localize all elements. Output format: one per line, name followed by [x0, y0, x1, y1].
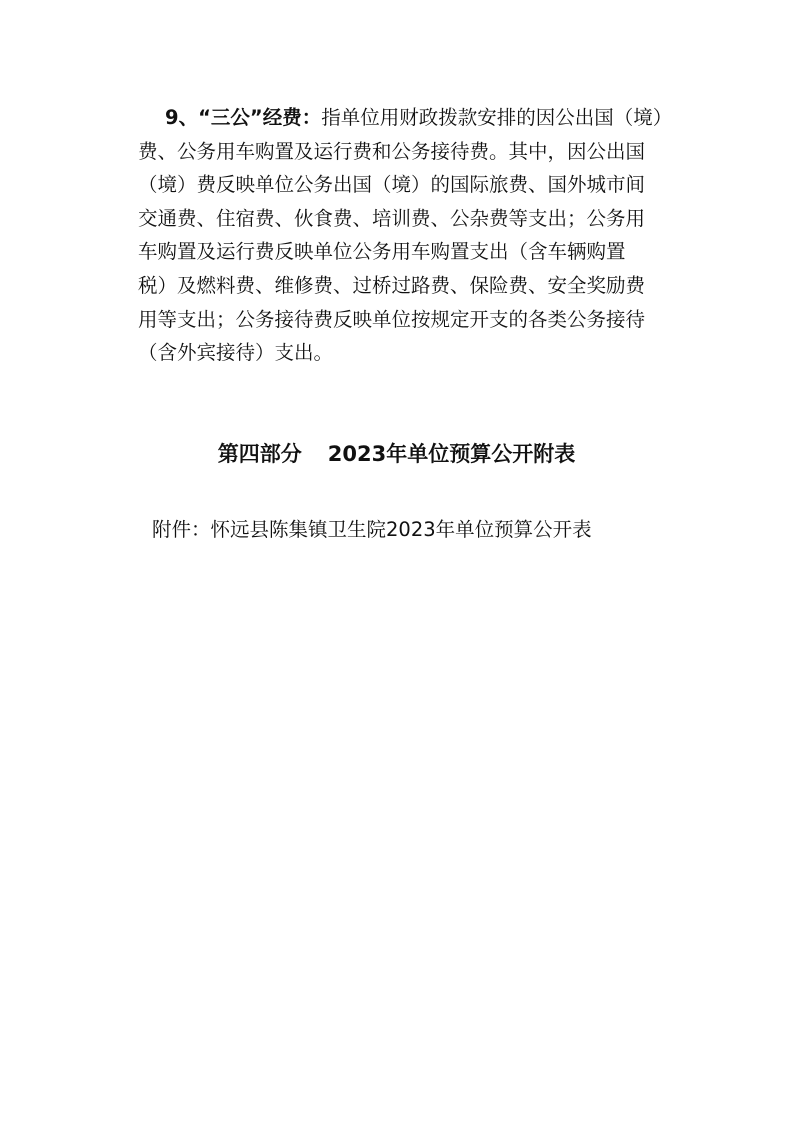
paragraph-line-3: （境）费反映单位公务出国（境）的国际旅费、国外城市间: [138, 173, 646, 197]
paragraph-line-text: 指单位用财政拨款安排的因公出国（境）: [321, 106, 673, 129]
paragraph-line-5: 车购置及运行费反映单位公务用车购置支出（含车辆购置: [138, 240, 626, 264]
attachment-note: 附件：怀远县陈集镇卫生院2023年单位预算公开表: [152, 518, 592, 541]
section-title: 2023年单位预算公开附表: [327, 442, 576, 466]
section-part-label: 第四部分: [217, 442, 302, 466]
paragraph-line-6: 税）及燃料费、维修费、过桥过路费、保险费、安全奖励费: [138, 273, 646, 297]
section-heading: [0, 439, 793, 469]
paragraph-line-2: 费、公务用车购置及运行费和公务接待费。其中，因公出国: [138, 139, 646, 163]
three-public-expenses-paragraph: [138, 101, 678, 370]
paragraph-line-7: 用等支出；公务接待费反映单位按规定开支的各类公务接待: [138, 307, 646, 331]
paragraph-line-1: [138, 101, 678, 135]
paragraph-line-8: （含外宾接待）支出。: [138, 341, 334, 365]
paragraph-line-4: 交通费、住宿费、伙食费、培训费、公杂费等支出；公务用: [138, 206, 646, 230]
paragraph-term: 9、“三公”经费：: [165, 106, 322, 129]
